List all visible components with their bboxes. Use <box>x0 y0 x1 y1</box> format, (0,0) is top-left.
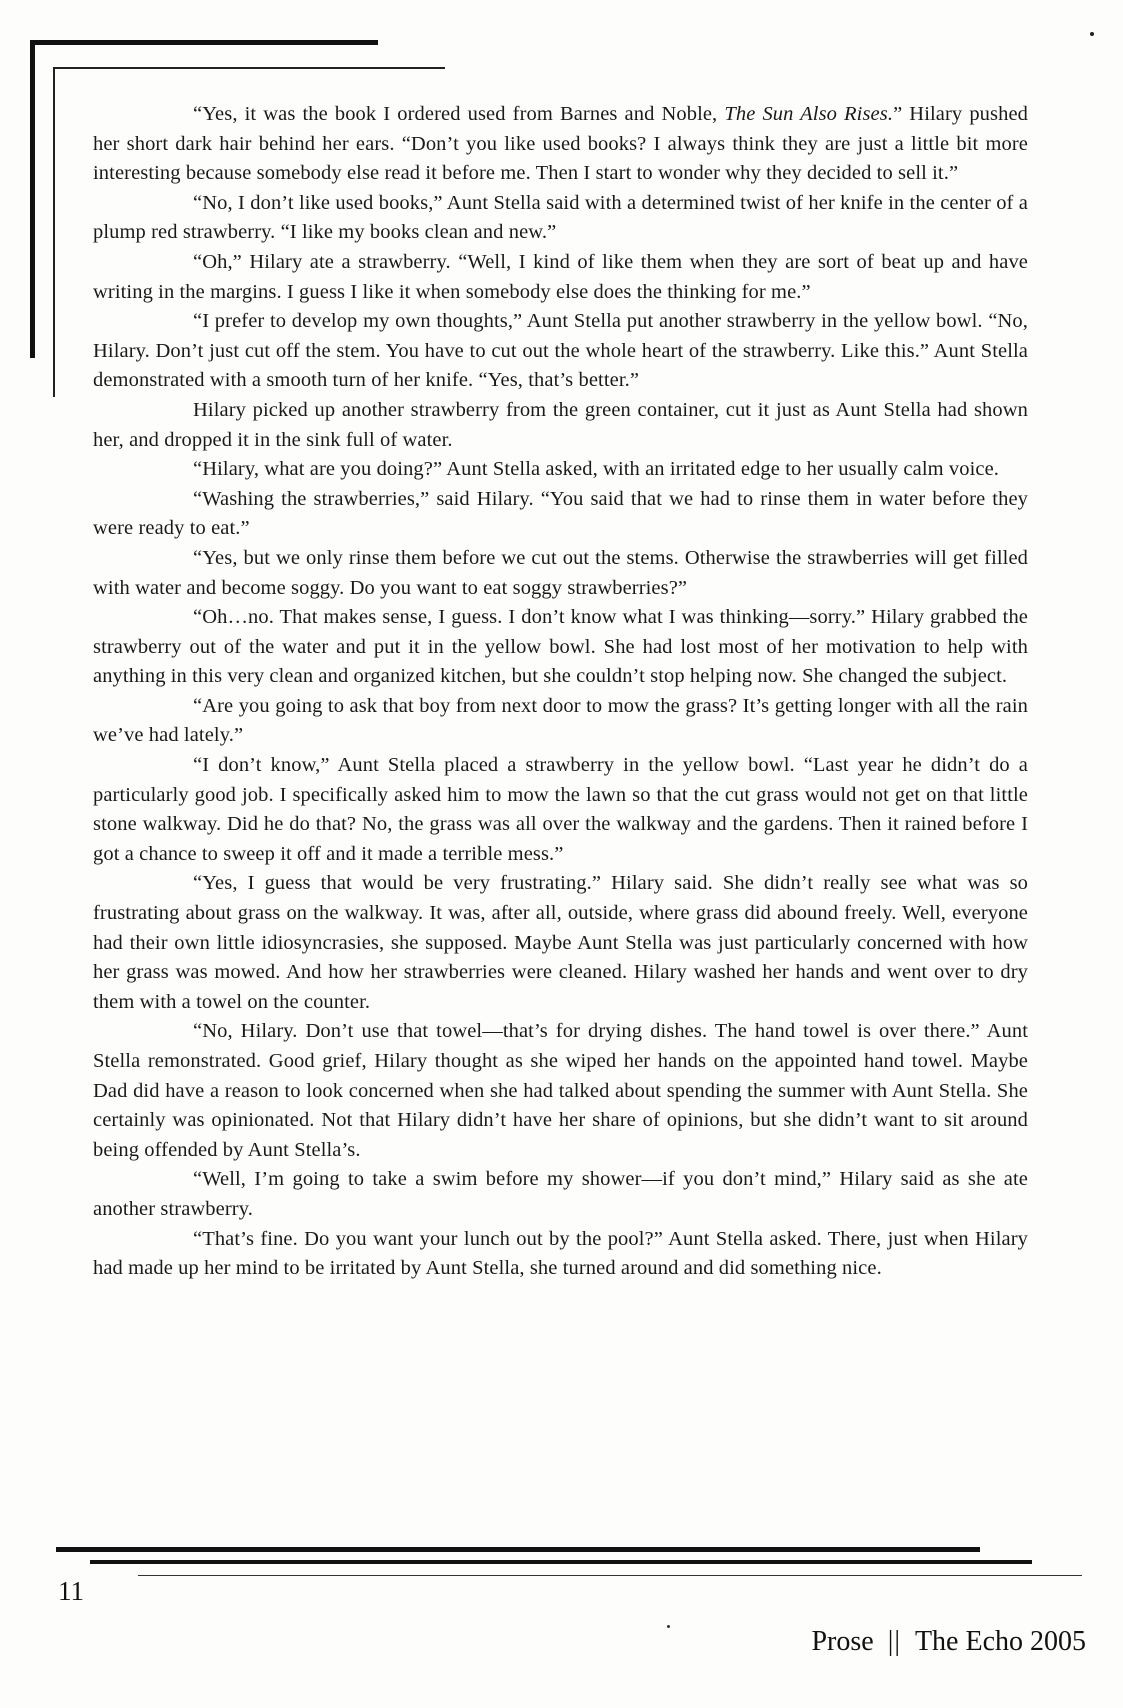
story-paragraph: “No, Hilary. Don’t use that towel—that’s for drying dishes. The hand towel is over there.” Aunt Stella remonstrated. Good grief, Hilary thought as she wiped her hands on the appointed hand towel. Maybe Dad did have a reason to look concerned when she had talked about spending the summer with Aunt Stella. She certainly was opinionated. Not that Hilary didn’t have her share of opinions, but she didn’t want to sit around being offended by Aunt Stella’s. <box>93 1020 1028 1161</box>
story-paragraph: “Are you going to ask that boy from next door to mow the grass? It’s getting longer with all the rain we’ve had lately.” <box>93 694 1028 747</box>
frame-rule-top-inner <box>53 67 445 69</box>
footer-rule-medium <box>90 1560 1032 1564</box>
frame-rule-left-inner <box>53 67 55 397</box>
story-paragraph: “No, I don’t like used books,” Aunt Stella said with a determined twist of her knife in the center of a plump red strawberry. “I like my books clean and new.” <box>93 191 1028 244</box>
story-paragraph: “That’s fine. Do you want your lunch out by the pool?” Aunt Stella asked. There, just when Hilary had made up her mind to be irritated by Aunt Stella, she turned around and did something nice. <box>93 1227 1028 1280</box>
story-paragraph: “Yes, I guess that would be very frustrating.” Hilary said. She didn’t really see what was so frustrating about grass on the walkway. It was, after all, outside, where grass did abound freely. Well, everyone had their own little idiosyncrasies, she supposed. Maybe Aunt Stella was just particularly concerned with how her grass was mowed. And how her strawberries were cleaned. Hilary washed her hands and went over to dry them with a towel on the counter. <box>93 872 1028 1013</box>
ink-speck <box>1090 32 1094 36</box>
story-paragraph: “I don’t know,” Aunt Stella placed a strawberry in the yellow bowl. “Last year he didn’t do a particularly good job. I specifically asked him to mow the lawn so that the cut grass would not get on that little stone walkway. Did he do that? No, the grass was all over the walkway and the gardens. Then it rained before I got a chance to sweep it off and it made a terrible mess.” <box>93 754 1028 865</box>
story-paragraph: “Hilary, what are you doing?” Aunt Stella asked, with an irritated edge to her usually calm voice. <box>193 458 1000 481</box>
story-paragraph: “Yes, but we only rinse them before we cut out the stems. Otherwise the strawberries will get filled with water and become soggy. Do you want to eat soggy strawberries?” <box>93 546 1028 599</box>
story-paragraph: “Washing the strawberries,” said Hilary. “You said that we had to rinse them in water before they were ready to eat.” <box>93 487 1028 540</box>
paragraph-text: “Yes, it was the book I ordered used from Barnes and Noble, <box>193 103 725 125</box>
ink-speck <box>667 1625 670 1628</box>
footer-rule-thin <box>138 1575 1082 1576</box>
story-paragraph: “Well, I’m going to take a swim before my shower—if you don’t mind,” Hilary said as she ate another strawberry. <box>93 1168 1028 1220</box>
frame-rule-top-outer <box>30 40 378 45</box>
story-paragraph <box>93 100 1028 189</box>
story-paragraph: “Oh,” Hilary ate a strawberry. “Well, I kind of like them when they are sort of beat up and have writing in the margins. I guess I like it when somebody else does the thinking for me.” <box>93 250 1028 303</box>
book-title: The Sun Also Rises. <box>724 103 894 125</box>
paragraph-text: ” Hilary pushed her short dark hair behind her ears. “Don’t you like used books? I always think they are just a little bit more interesting because somebody else read it before me. Then I start to wonder why they decided to sell it.” <box>93 103 1029 185</box>
story-paragraph: “Oh…no. That makes sense, I guess. I don’t know what I was thinking—sorry.” Hilary grabbed the strawberry out of the water and put it in the yellow bowl. She had lost most of her motivation to help with anything in this very clean and organized kitchen, but she couldn’t stop helping now. She changed the subject. <box>93 606 1028 688</box>
footer-rule-thick <box>56 1547 980 1552</box>
footer-section: Prose <box>811 1626 874 1657</box>
page-number: 11 <box>58 1576 84 1606</box>
story-paragraph: Hilary picked up another strawberry from the green container, cut it just as Aunt Stella had shown her, and dropped it in the sink full of water. <box>93 398 1028 451</box>
frame-rule-left-outer <box>30 40 35 358</box>
footer-separator: || <box>887 1626 901 1657</box>
footer-publication: The Echo 2005 <box>914 1626 1086 1657</box>
story-body <box>93 100 1028 1284</box>
running-footer <box>811 1626 1086 1658</box>
story-paragraph: “I prefer to develop my own thoughts,” Aunt Stella put another strawberry in the yellow bowl. “No, Hilary. Don’t just cut off the stem. You have to cut out the whole heart of the strawberry. Like this.” Aunt Stella demonstrated with a smooth turn of her knife. “Yes, that’s better.” <box>93 310 1028 392</box>
